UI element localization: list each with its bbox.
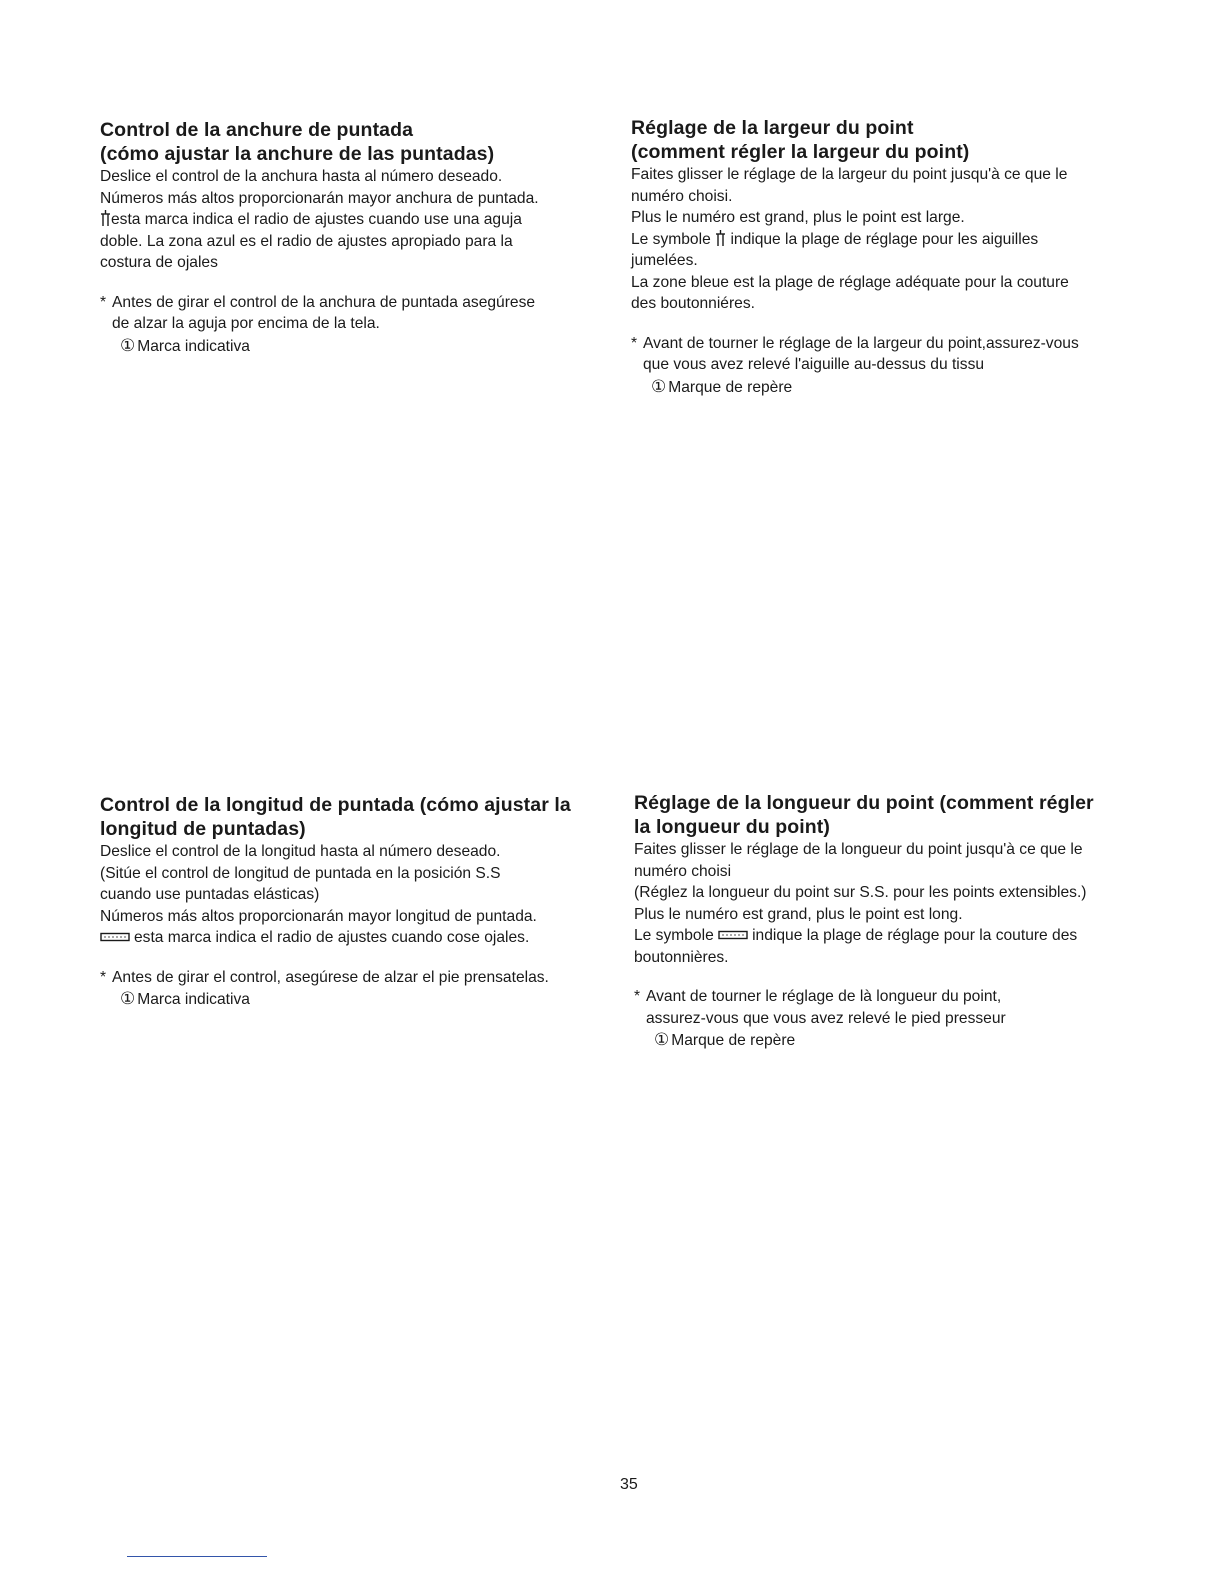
text-line: Deslice el control de la longitud hasta al número deseado. <box>100 843 501 860</box>
text-line: boutonnières. <box>634 948 729 966</box>
bullet: * <box>631 334 638 352</box>
reference-marker <box>112 988 620 1011</box>
text-line: Le symbole <box>631 230 711 248</box>
marker-label: Marque de repère <box>668 378 793 396</box>
icon-description <box>100 209 600 231</box>
section-length-fr <box>634 791 1164 1052</box>
section-title: Control de la longitud de puntada (cómo ajustar la <box>100 794 571 816</box>
twin-needle-icon <box>100 210 111 226</box>
text-line: Faites glisser le réglage de la largeur du point jusqu'à ce que le <box>631 166 1068 183</box>
section-title: Réglage de la largeur du point <box>631 117 914 139</box>
caution-note <box>100 292 600 358</box>
circled-number: ① <box>120 335 136 355</box>
text-line: esta marca indica el radio de ajustes cuando cose ojales. <box>134 929 530 946</box>
section-width-fr <box>631 116 1151 398</box>
note-line: Avant de tourner le réglage de la largeur du point,assurez-vous <box>643 334 1079 352</box>
footer-rule <box>127 1556 267 1557</box>
text-line: cuando use puntadas elásticas) <box>100 886 320 903</box>
marker-label: Marca indicativa <box>137 991 250 1008</box>
text-line: numéro choisi <box>634 862 732 880</box>
section-subtitle: longitud de puntadas) <box>100 818 306 840</box>
text-line: numéro choisi. <box>631 187 733 205</box>
text-line: des boutonniéres. <box>631 295 755 312</box>
note-line: assurez-vous que vous avez relevé le pied presseur <box>646 1009 1006 1027</box>
note-line: Antes de girar el control, asegúrese de alzar el pie prensatelas. <box>112 968 549 986</box>
text-line: Plus le numéro est grand, plus le point est large. <box>631 209 965 226</box>
section-title: Réglage de la longueur du point (comment régler <box>634 792 1094 814</box>
section-title: Control de la anchure de puntada <box>100 119 414 141</box>
circled-number: ① <box>120 989 136 1008</box>
text-line: Números más altos proporcionarán mayor anchura de puntada. <box>100 189 539 207</box>
icon-description <box>634 925 1164 947</box>
text-line: doble. La zona azul es el radio de ajustes apropiado para la <box>100 232 513 250</box>
reference-marker <box>643 376 1151 399</box>
reference-marker <box>112 335 600 358</box>
text-line: jumelées. <box>631 252 698 269</box>
bullet: * <box>100 968 107 986</box>
text-line: esta marca indica el radio de ajustes cuando use una aguja <box>111 211 522 228</box>
section-length-es <box>100 793 620 1011</box>
bullet: * <box>100 293 107 311</box>
caution-note <box>634 986 1164 1052</box>
text-line: Deslice el control de la anchura hasta al número deseado. <box>100 168 503 185</box>
note-line: de alzar la aguja por encima de la tela. <box>112 315 380 332</box>
twin-needle-icon <box>715 230 726 246</box>
text-line: Plus le numéro est grand, plus le point est long. <box>634 905 963 923</box>
note-line: que vous avez relevé l'aiguille au-dessus du tissu <box>643 356 985 373</box>
text-line: costura de ojales <box>100 254 218 271</box>
section-subtitle: la longueur du point) <box>634 816 830 838</box>
text-line: (Réglez la longueur du point sur S.S. pour les points extensibles.) <box>634 884 1087 901</box>
note-line: Avant de tourner le réglage de là longueur du point, <box>646 988 1002 1005</box>
text-line: indique la plage de réglage pour la couture des <box>752 927 1078 944</box>
note-line: Antes de girar el control de la anchura de puntada asegúrese <box>112 293 536 311</box>
page-number: 35 <box>620 1476 638 1493</box>
bullet: * <box>634 988 641 1005</box>
text-line: La zone bleue est la plage de réglage adéquate pour la couture <box>631 273 1069 291</box>
circled-number: ① <box>651 376 667 396</box>
icon-description <box>100 927 620 949</box>
text-line: Le symbole <box>634 927 714 944</box>
icon-description <box>631 229 1151 251</box>
text-line: (Sitúe el control de longitud de puntada en la posición S.S <box>100 864 501 882</box>
section-subtitle: (cómo ajustar la anchure de las puntadas) <box>100 143 495 165</box>
caution-note <box>100 967 620 1011</box>
marker-label: Marque de repère <box>671 1032 796 1049</box>
text-line: indique la plage de réglage pour les aiguilles <box>730 230 1039 248</box>
text-line: Números más altos proporcionarán mayor longitud de puntada. <box>100 907 537 925</box>
circled-number: ① <box>654 1030 670 1049</box>
buttonhole-range-icon <box>100 932 130 942</box>
caution-note <box>631 333 1151 399</box>
section-subtitle: (comment régler la largeur du point) <box>631 141 970 163</box>
section-width-es <box>100 118 600 357</box>
buttonhole-range-icon <box>718 930 748 940</box>
marker-label: Marca indicativa <box>137 337 250 355</box>
text-line: Faites glisser le réglage de la longueur du point jusqu'à ce que le <box>634 841 1083 858</box>
reference-marker <box>646 1029 1164 1052</box>
